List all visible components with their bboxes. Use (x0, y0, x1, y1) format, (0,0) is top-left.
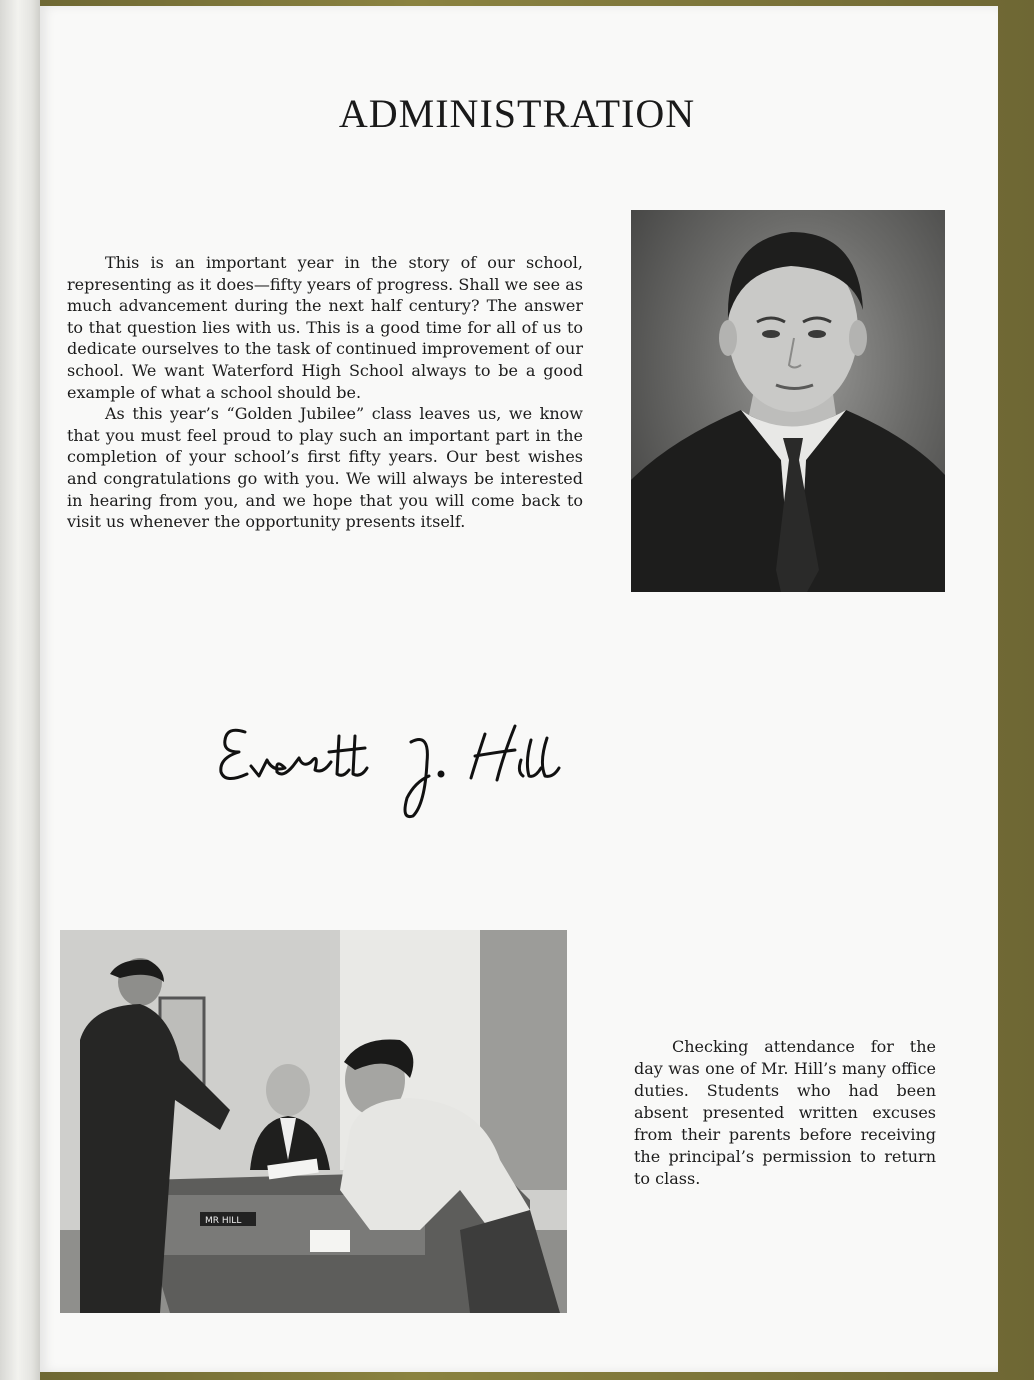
principal-portrait (631, 210, 945, 592)
principal-letter (67, 252, 583, 533)
page-title: ADMINISTRATION (338, 91, 696, 136)
portrait-image (631, 210, 945, 592)
photo-caption: Checking attendance for the day was one of Mr. Hill’s many office duties. Students who had been absent presented written excuses from their parents before receiving the principal’s permission to return to class. (634, 1037, 936, 1188)
letter-paragraph-1: This is an important year in the story of our school, representing as it does—fifty years of progress. Shall we see as much advancement during the next half century? The answer to that question lies with us. This is a good time for all of us to dedicate ourselves to the task of continued improvement of our school. We want Waterford High School always to be a good example of what a school should be. (67, 253, 583, 402)
office-photo-image (60, 930, 567, 1313)
page-gutter (0, 0, 40, 1380)
signature (215, 712, 575, 824)
nameplate-text: MR HILL (205, 1216, 242, 1226)
office-photo (60, 930, 567, 1313)
letter-paragraph-2: As this year’s “Golden Jubilee” class leaves us, we know that you must feel proud to play such an important part in the completion of your school’s first fifty years. Our best wishes and congratulations go with you. We will always be interested in hearing from you, and we hope that you will come back to visit us whenever the opportunity presents itself. (67, 404, 583, 532)
